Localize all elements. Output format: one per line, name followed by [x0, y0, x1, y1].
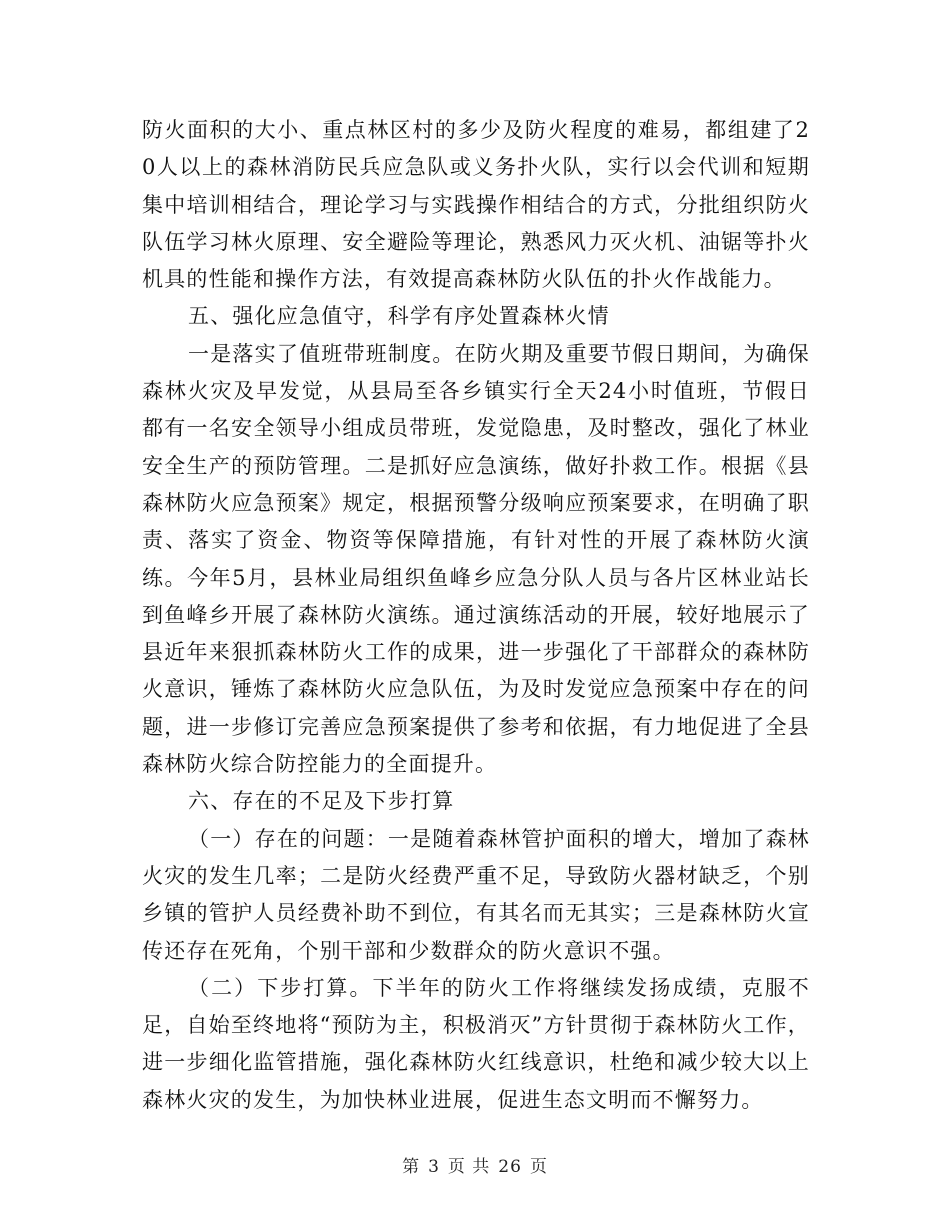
footer-prefix: 第: [402, 1157, 421, 1177]
footer-suffix: 页: [529, 1157, 548, 1177]
paragraph-next-plans: （二）下步打算。下半年的防火工作将继续发扬成绩，克服不足，自始至终地将“预防为主，积极消灭”方针贯彻于森林防火工作，进一步细化监管措施，强化森林防火红线意识，杜绝和减少较大以上森林火灾的发生，为加快林业进展，促进生态文明而不懈努力。: [142, 975, 810, 1112]
footer-middle: 页 共: [447, 1157, 491, 1177]
paragraph-existing-problems: （一）存在的问题：一是随着森林管护面积的增大，增加了森林火灾的发生几率；二是防火经费严重不足，导致防火器材缺乏，个别乡镇的管护人员经费补助不到位，有其名而无其实；三是森林防火宣传还存在死角，个别干部和少数群众的防火意识不强。: [142, 826, 810, 963]
page-footer: [0, 1152, 950, 1177]
paragraph-team-training: 防火面积的大小、重点林区村的多少及防火程度的难易，都组建了20人以上的森林消防民兵应急队或义务扑火队，实行以会代训和短期集中培训相结合，理论学习与实践操作相结合的方式，分批组织防火队伍学习林火原理、安全避险等理论，熟悉风力灭火机、油锯等扑火机具的性能和操作方法，有效提高森林防火队伍的扑火作战能力。: [142, 118, 810, 292]
footer-page-number: 3: [428, 1157, 440, 1177]
document-body: [142, 112, 810, 1119]
section-heading-five: 五、强化应急值守，科学有序处置森林火情: [188, 304, 610, 329]
section-heading-six: 六、存在的不足及下步打算: [188, 789, 455, 814]
footer-total-pages: 26: [498, 1157, 522, 1177]
paragraph-duty-and-drill: 一是落实了值班带班制度。在防火期及重要节假日期间，为确保森林火灾及早发觉，从县局至各乡镇实行全天24小时值班，节假日都有一名安全领导小组成员带班，发觉隐患，及时整改，强化了林业安全生产的预防管理。二是抓好应急演练，做好扑救工作。根据《县森林防火应急预案》规定，根据预警分级响应预案要求，在明确了职责、落实了资金、物资等保障措施，有针对性的开展了森林防火演练。今年5月，县林业局组织鱼峰乡应急分队人员与各片区林业站长到鱼峰乡开展了森林防火演练。通过演练活动的开展，较好地展示了县近年来狠抓森林防火工作的成果，进一步强化了干部群众的森林防火意识，锤炼了森林防火应急队伍，为及时发觉应急预案中存在的问题，进一步修订完善应急预案提供了参考和依据，有力地促进了全县森林防火综合防控能力的全面提升。: [142, 341, 810, 777]
